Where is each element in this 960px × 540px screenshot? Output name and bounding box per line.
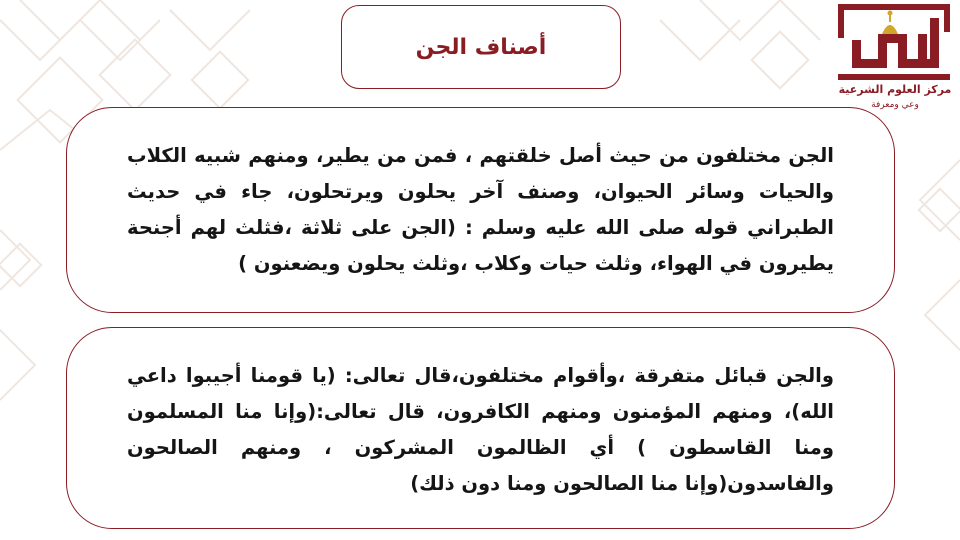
content-box-tribes bbox=[66, 327, 895, 529]
logo-tagline-primary: مركز العلوم الشرعية bbox=[838, 83, 952, 96]
paragraph-jinn-types: الجن مختلفون من حيث أصل خلقتهم ، فمن من يطير، ومنهم شبيه الكلاب والحيات وسائر الحيوان، وصنف آخر يحلون ويرتحلون، جاء في حديث الطبراني قوله صلى الله عليه وسلم : (الجن على ثلاثة ،فثلث لهم أجنحة يطيرون في الهواء، وثلث حيات وكلاب ،وثلث يحلون ويضعنون ) bbox=[127, 144, 834, 275]
content-box-types bbox=[66, 107, 895, 313]
slide-title: أصناف الجن bbox=[415, 34, 547, 60]
slide-title-box bbox=[341, 5, 621, 89]
logo-tagline-secondary: وعي ومعرفة bbox=[871, 100, 919, 110]
ihkam-logo-mark-icon bbox=[838, 4, 950, 80]
paragraph-jinn-tribes: والجن قبائل متفرقة ،وأقوام مختلفون،قال تعالى: (يا قومنا أجيبوا داعي الله)، ومنهم المؤمنون ومنهم الكافرون، قال تعالى:(وإنا منا المسلمون ومنا القاسطون ) أي الظالمون المشركون ، ومنهم الصالحون والفاسدون(وإنا منا الصالحون ومنا دون ذلك) bbox=[127, 364, 834, 495]
brand-logo bbox=[834, 4, 956, 114]
pattern-left bbox=[0, 230, 41, 400]
